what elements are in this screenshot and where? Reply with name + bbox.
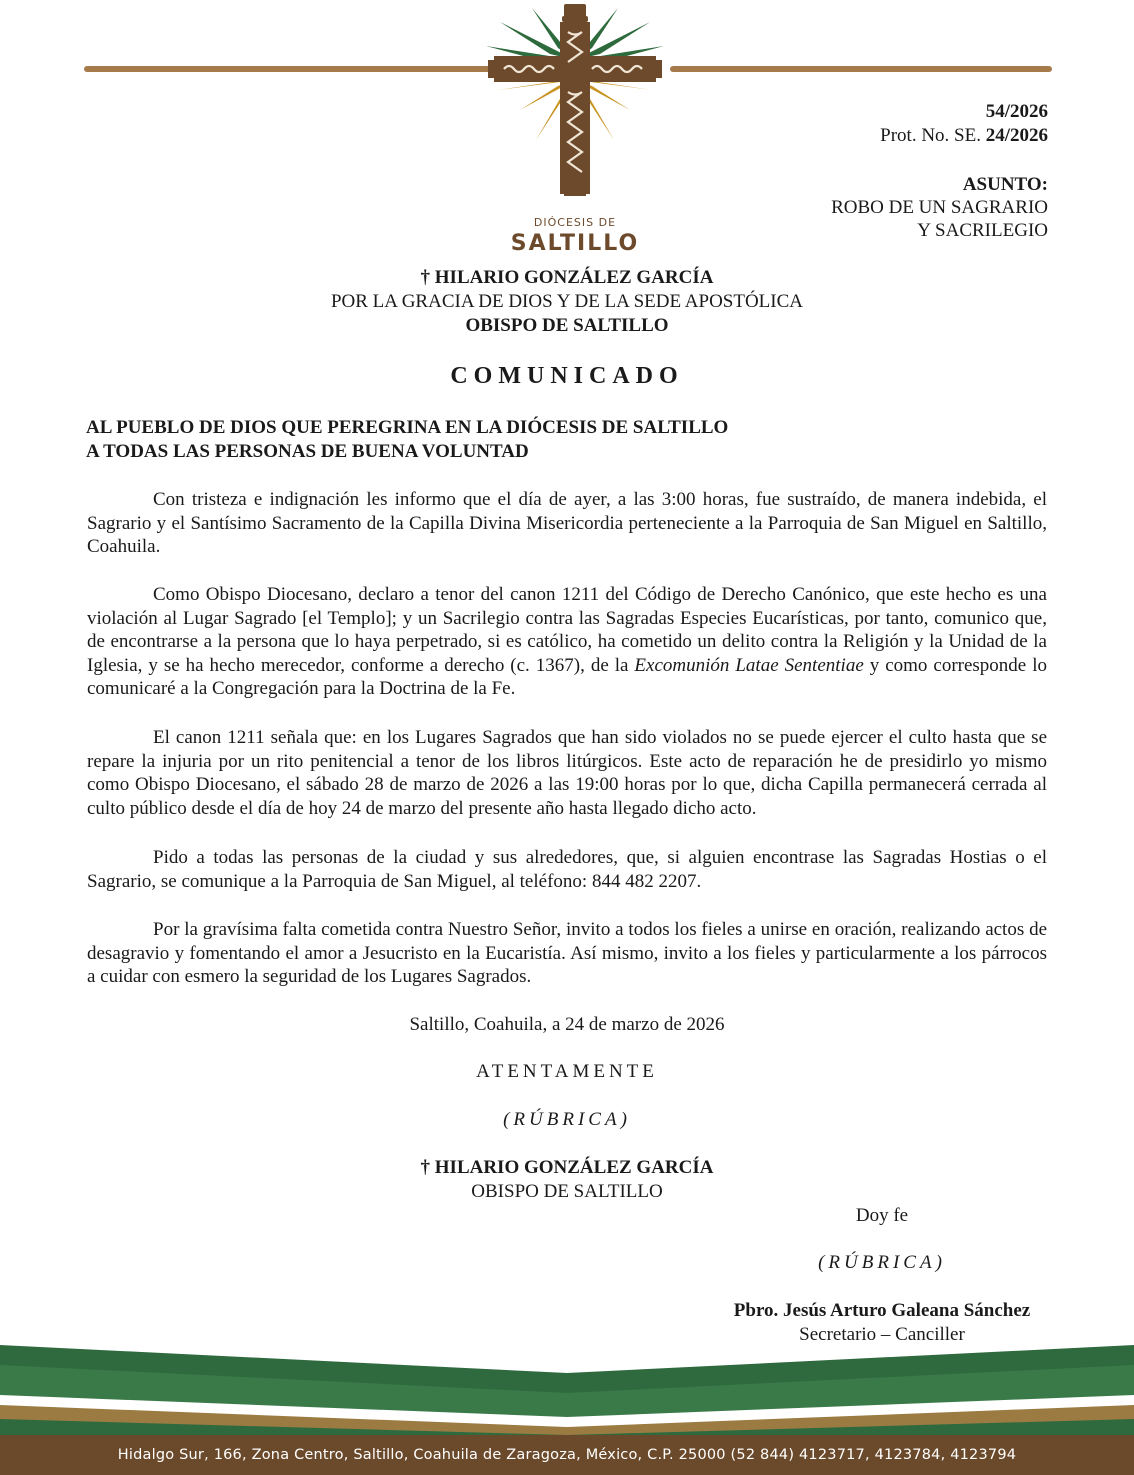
protocol-value: 24/2026: [985, 125, 1048, 146]
rubrica-secretary: (RÚBRICA): [818, 1252, 946, 1273]
paragraph-2: [87, 583, 1047, 701]
cross-icon: [488, 22, 662, 196]
crown-icon: [562, 4, 588, 22]
protocol-number: [880, 124, 1048, 147]
addressee-line-2: A TODAS LAS PERSONAS DE BUENA VOLUNTAD: [86, 441, 529, 462]
subject-line-2: Y SACRILEGIO: [917, 220, 1048, 241]
signer-name: † HILARIO GONZÁLEZ GARCÍA: [420, 1157, 714, 1178]
paragraph-3: El canon 1211 señala que: en los Lugares Sagrados que han sido violados no se puede ejercer el culto hasta que se repare la injuria por un rito penitencial a tenor de los libros litúrgicos. Este acto de reparación he de presidirlo yo mismo como Obispo Diocesano, el sábado 28 de marzo de 2026 a las 19:00 horas por lo que, dicha Capilla permanecerá cerrada al culto público desde el día de hoy 24 de marzo del presente año hasta llegado dicho acto.: [87, 727, 1047, 819]
subject-line-1: ROBO DE UN SAGRARIO: [831, 197, 1048, 218]
rubrica-bishop: (RÚBRICA): [503, 1109, 631, 1130]
footer-address: Hidalgo Sur, 166, Zona Centro, Saltillo, Coahuila de Zaragoza, México, C.P. 25000 (52 844) 4123717, 4123784, 4123794: [117, 1447, 1017, 1463]
logo-text-large: SALTILLO: [510, 231, 640, 256]
paragraph-2-text: Como Obispo Diocesano, declaro a tenor del canon 1211 del Código de Derecho Canónico, que este hecho es una violación al Lugar Sagrado [el Templo]; y un Sacrilegio contra las Sagradas Especies Eucarísticas, por tanto, comunico que, de encontrarse a la persona que lo haya perpetrado, si es católico, ha cometido un delito contra la Religión y la Unidad de la Iglesia, y se ha hecho merecedor, conforme a derecho (c. 1367), de la: [87, 584, 1047, 676]
diocese-logo: [480, 0, 670, 262]
bishop-title: OBISPO DE SALTILLO: [465, 315, 669, 336]
paragraph-4: Pido a todas las personas de la ciudad y sus alrededores, que, si alguien encontrase las Sagradas Hostias o el Sagrario, se comunique a la Parroquia de San Miguel, al teléfono: 844 482 2207.: [87, 847, 1047, 892]
document-title: COMUNICADO: [450, 363, 684, 389]
doy-fe: Doy fe: [855, 1205, 909, 1226]
header-rule-right: [670, 66, 1052, 72]
paragraph-1: Con tristeza e indignación les informo que el día de ayer, a las 3:00 horas, fue sustraído, de manera indebida, el Sagrario y el Santísimo Sacramento de la Capilla Divina Misericordia perteneciente a la Parroquia de San Miguel en Saltillo, Coahuila.: [87, 489, 1047, 558]
paragraph-2-text-end: y como corresponde lo comunicaré a la Congregación para la Doctrina de la Fe.: [87, 654, 1047, 700]
addressee-line-1: AL PUEBLO DE DIOS QUE PEREGRINA EN LA DIÓCESIS DE SALTILLO: [86, 417, 729, 438]
farewell: ATENTAMENTE: [476, 1061, 658, 1082]
secretary-name: Pbro. Jesús Arturo Galeana Sánchez: [733, 1300, 1031, 1321]
place-date: Saltillo, Coahuila, a 24 de marzo de 2026: [409, 1014, 725, 1035]
protocol-label: Prot. No. SE.: [880, 125, 981, 146]
grace-line: POR LA GRACIA DE DIOS Y DE LA SEDE APOSTÓLICA: [330, 291, 804, 312]
paragraph-5: Por la gravísima falta cometida contra Nuestro Señor, invito a todos los fieles a unirse en oración, realizando actos de desagravio y fomentando el amor a Jesucristo en la Eucaristía. Así mismo, invito a los fieles y particularmente a los párrocos a cuidar con esmero la seguridad de los Lugares Sagrados.: [87, 919, 1047, 988]
bishop-name: † HILARIO GONZÁLEZ GARCÍA: [420, 267, 714, 288]
secretary-title: Secretario – Canciller: [799, 1324, 965, 1345]
signer-title: OBISPO DE SALTILLO: [471, 1181, 663, 1202]
header-rule-left: [84, 66, 492, 72]
subject-label: ASUNTO:: [962, 174, 1048, 195]
logo-text-small: DIÓCESIS DE: [533, 216, 617, 229]
reference-number: 54/2026: [985, 101, 1048, 122]
paragraph-2-italic: Excomunión Latae Sententiae: [634, 654, 864, 676]
